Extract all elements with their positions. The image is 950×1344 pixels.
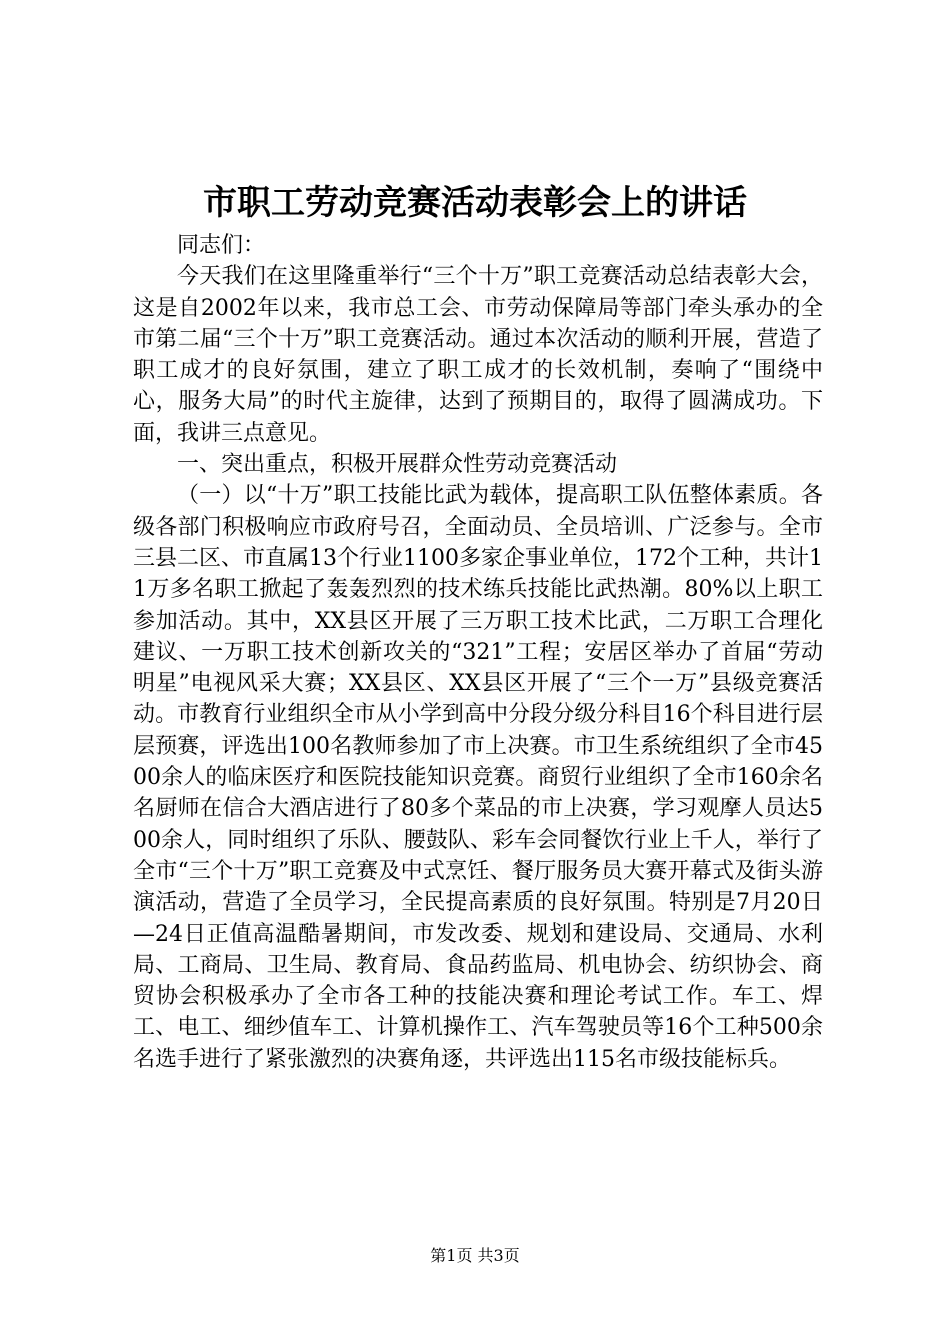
paragraph-body: （一）以“十万”职工技能比武为载体，提高职工队伍整体素质。各级各部门积极响应市政府号召，全面动员、全员培训、广泛参与。全市三县二区、市直属13个行业1100多家企事业单位，172个工种，共计11万多名职工掀起了轰轰烈烈的技术练兵技能比武热潮。80%以上职工参加活动。其中，XX县区开展了三万职工技术比武，二万职工合理化建议、一万职工技术创新攻关的“321”工程；安居区举办了首届“劳动明星”电视风采大赛；XX县区、XX县区开展了“三个一万”县级竞赛活动。市教育行业组织全市从小学到高中分段分级分科目16个科目进行层层预赛，评选出100名教师参加了市上决赛。市卫生系统组织了全市4500余人的临床医疗和医院技能知识竞赛。商贸行业组织了全市160余名名厨师在信合大酒店进行了80多个菜品的市上决赛，学习观摩人员达500余人，同时组织了乐队、腰鼓队、彩车会同餐饮行业上千人，举行了全市“三个十万”职工竞赛及中式烹饪、餐厅服务员大赛开幕式及街头游演活动，营造了全员学习，全民提高素质的良好氛围。特别是7月20日—24日正值高温酷暑期间，市发改委、规划和建设局、交通局、水利局、工商局、卫生局、教育局、食品药监局、机电协会、纺织协会、商贸协会积极承办了全市各工种的技能决赛和理论考试工作。车工、焊工、电工、细纱值车工、计算机操作工、汽车驾驶员等16个工种500余名选手进行了紧张激烈的决赛角逐，共评选出115名市级技能标兵。: [133, 483, 823, 1072]
section-heading: 一、突出重点，积极开展群众性劳动竞赛活动: [177, 452, 618, 478]
document-body: [133, 230, 823, 1075]
paragraph-intro: 今天我们在这里隆重举行“三个十万”职工竞赛活动总结表彰大会，这是自2002年以来，我市总工会、市劳动保障局等部门牵头承办的全市第二届“三个十万”职工竞赛活动。通过本次活动的顺利开展，营造了职工成才的良好氛围，建立了职工成才的长效机制，奏响了“围绕中心，服务大局”的时代主旋律，达到了预期目的，取得了圆满成功。下面，我讲三点意见。: [133, 264, 823, 446]
page-footer: 第1页 共3页: [430, 1246, 520, 1265]
document-title: 市职工劳动竞赛活动表彰会上的讲话: [203, 183, 747, 223]
greeting: 同志们：: [177, 233, 266, 258]
